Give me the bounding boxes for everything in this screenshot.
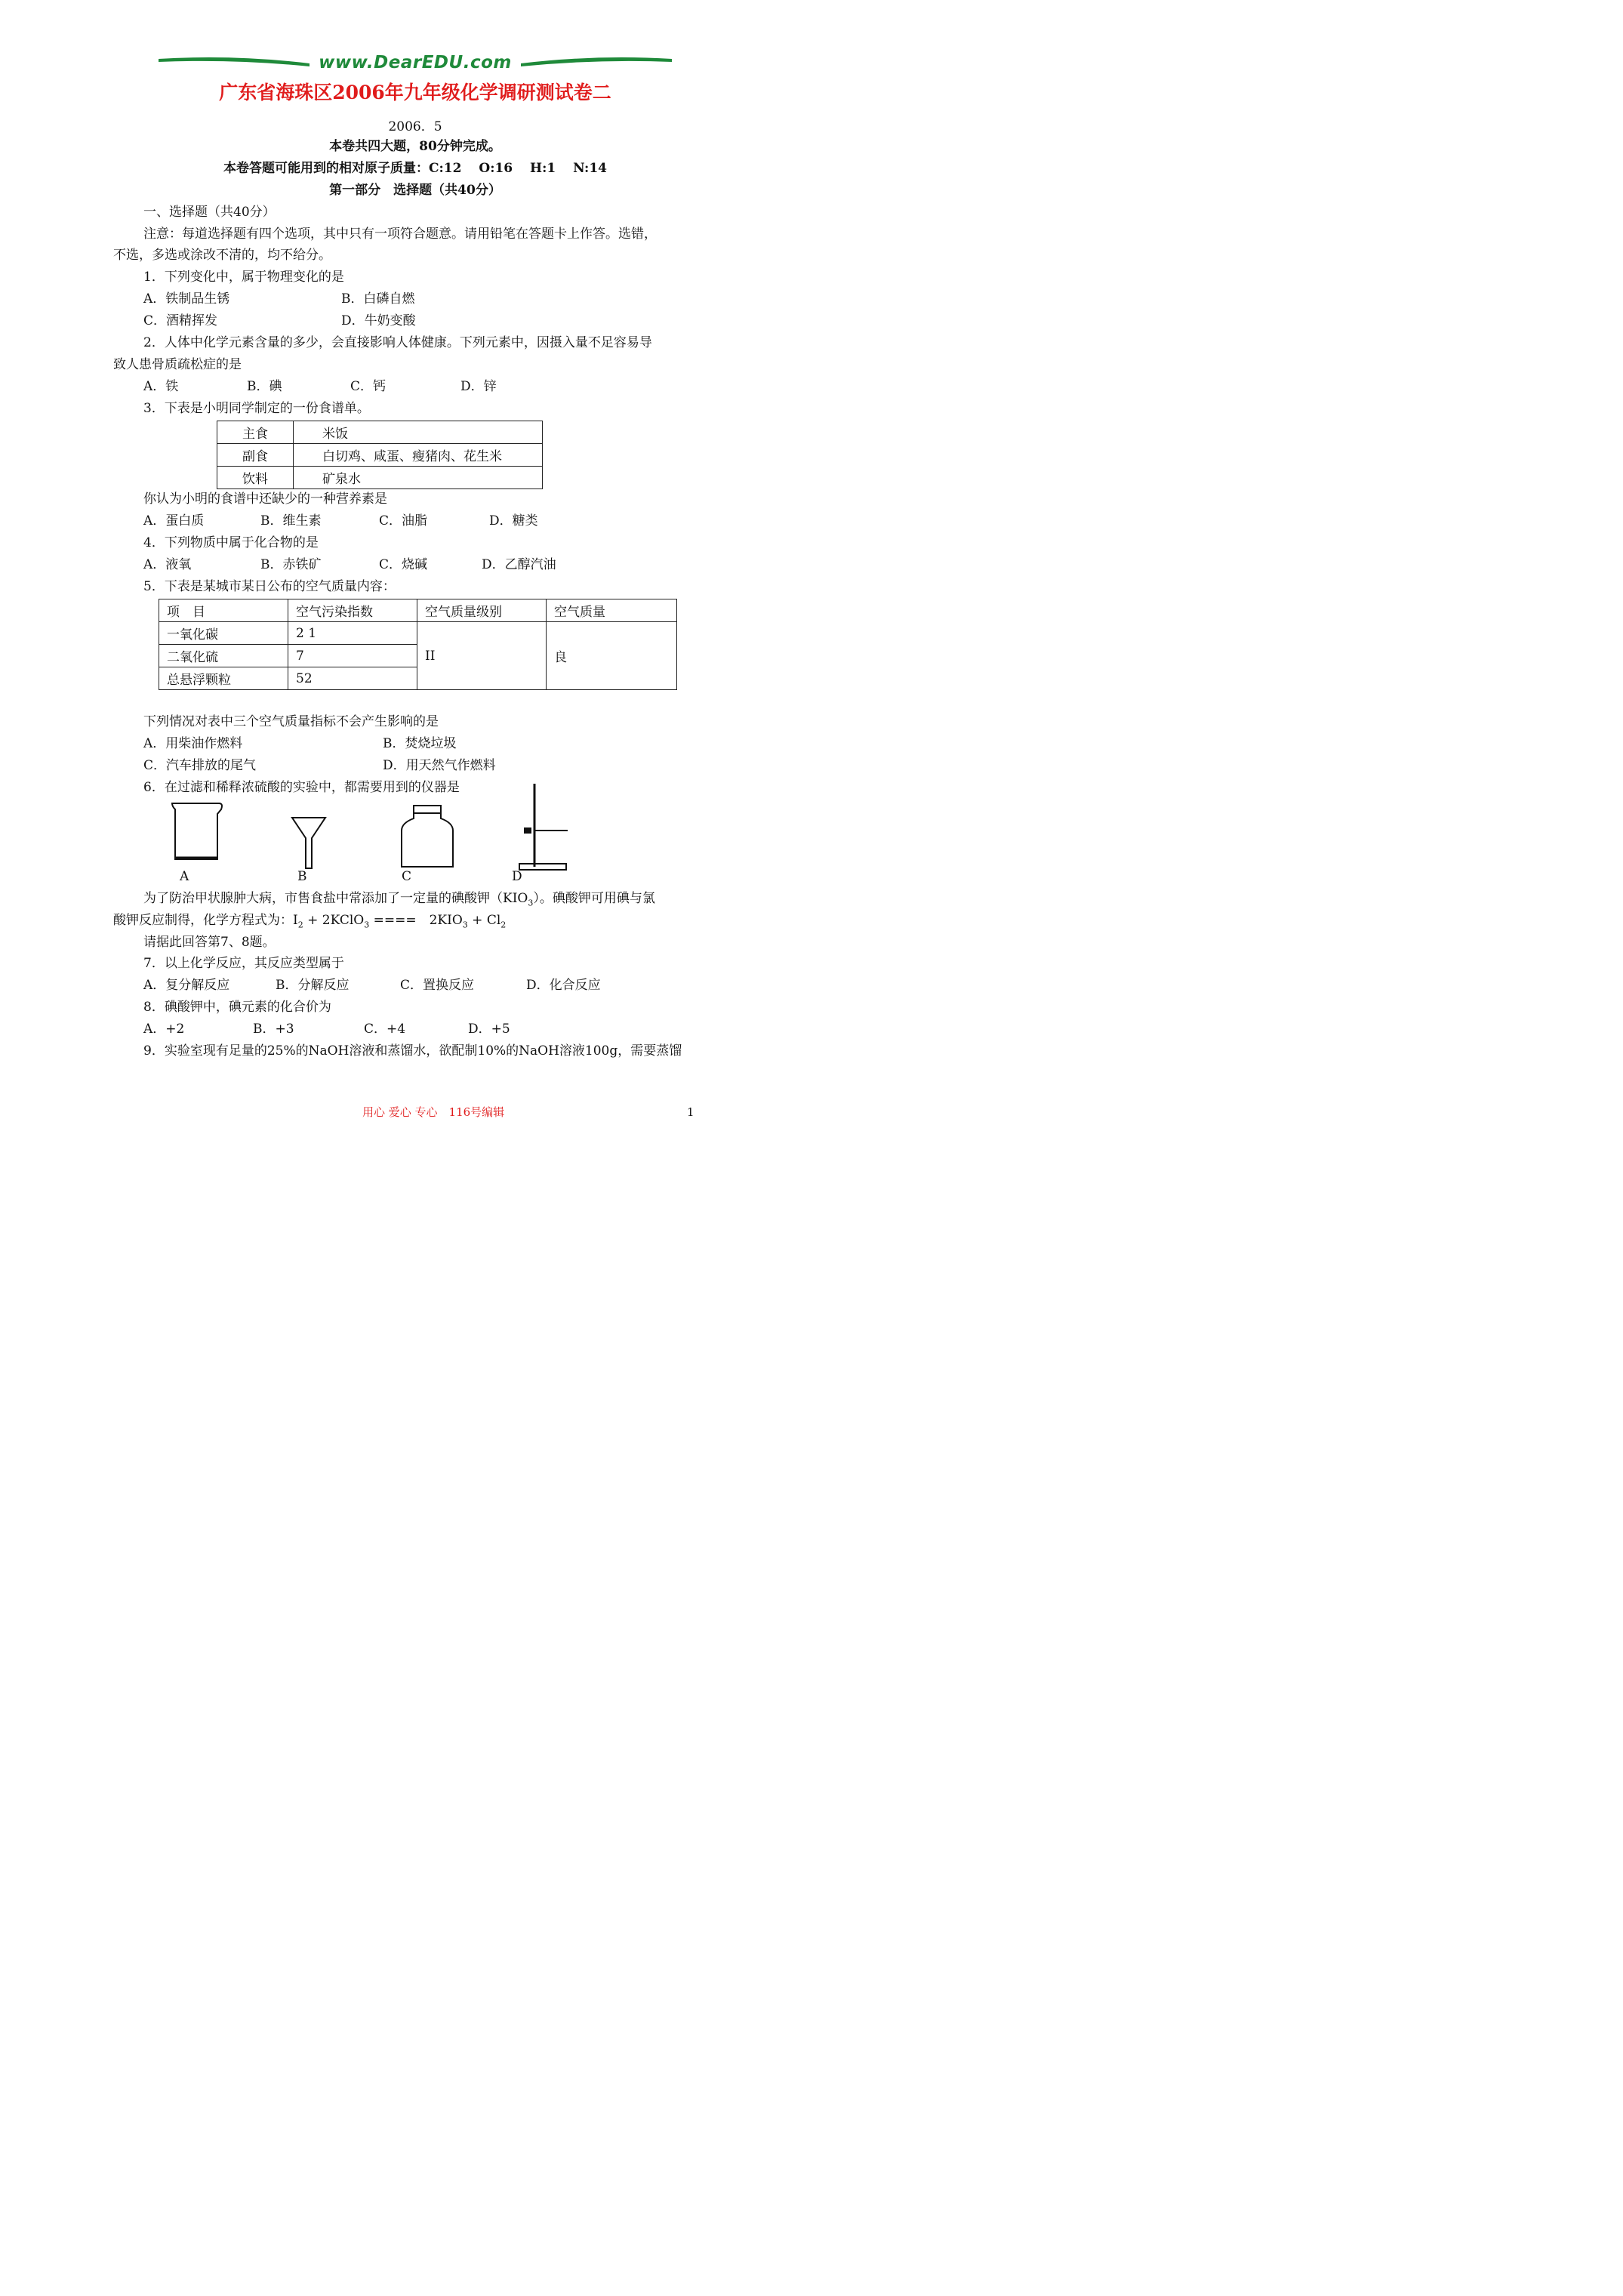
q2-stem-line-2: 致人患骨质疏松症的是 [113,357,242,372]
q1-stem: 1．下列变化中，属于物理变化的是 [143,270,344,285]
table-row [159,599,677,622]
funnel-icon [290,815,328,870]
q8-option-a: A．+2 [143,1022,185,1037]
iron-stand-icon [513,782,581,873]
subscript: 2 [297,920,303,930]
passage-line-1 [143,892,655,907]
q6-stem: 6．在过滤和稀释浓硫酸的实验中，都需要用到的仪器是 [143,780,460,795]
q1-option-c: C．酒精挥发 [143,313,218,328]
q2-stem-line-1: 2．人体中化学元素含量的多少，会直接影响人体健康。下列元素中，因摄入量不足容易导 [143,335,652,350]
page-title: 广东省海珠区2006年九年级化学调研测试卷二 [219,82,611,103]
exam-info: 本卷共四大题，80分钟完成。 [329,139,501,154]
q4-option-d: D．乙醇汽油 [482,557,556,572]
q5-option-c: C．汽车排放的尾气 [143,758,257,773]
table-header: 空气污染指数 [288,599,417,622]
table-cell: 矿泉水 [294,467,543,489]
q7-stem: 7．以上化学反应，其反应类型属于 [143,956,344,971]
q3-option-a: A．蛋白质 [143,513,205,529]
table-row [217,467,543,489]
passage-equation [113,914,506,929]
q8-option-b: B．+3 [253,1022,294,1037]
q7-option-d: D．化合反应 [526,978,601,993]
footer-motto: 用心 爱心 专心 116号编辑 [362,1105,505,1119]
air-quality-table [159,599,677,690]
q4-option-b: B．赤铁矿 [260,557,322,572]
table-cell: 2 1 [288,622,417,645]
page-number: 1 [687,1105,694,1119]
q5-option-b: B．焚烧垃圾 [383,736,457,751]
part-heading: 第一部分 选择题（共40分） [329,183,501,198]
exam-date: 2006．5 [388,119,442,134]
q8-option-d: D．+5 [468,1022,510,1037]
table-row [159,622,677,645]
q1-option-d: D．牛奶变酸 [341,313,416,328]
table-cell: 总悬浮颗粒 [159,667,288,690]
q6-label-d: D [512,869,522,884]
passage-text: 为了防治甲状腺肿大病，市售食盐中常添加了一定量的碘酸钾（KIO [143,891,528,906]
q1-option-b: B．白磷自燃 [341,291,415,307]
table-header: 空气质量 [547,599,677,622]
section-heading: 一、选择题（共40分） [143,205,276,220]
q2-option-b: B．碘 [247,379,282,394]
q2-option-a: A．铁 [143,379,179,394]
q1-option-a: A．铁制品生锈 [143,291,230,307]
q4-option-c: C．烧碱 [379,557,428,572]
table-cell: 主食 [217,421,294,444]
passage-text: ）。碘酸钾可用碘与氯 [533,891,655,906]
subscript: 3 [528,898,534,908]
table-cell: 米饭 [294,421,543,444]
q2-option-c: C．钙 [350,379,387,394]
passage-text: 酸钾反应制得，化学方程式为：I [113,913,298,928]
table-cell: 饮料 [217,467,294,489]
table-cell: 白切鸡、咸蛋、瘦猪肉、花生米 [294,444,543,467]
q6-label-b: B [297,869,307,884]
beaker-icon [166,799,226,863]
table-header: 项 目 [159,599,288,622]
q8-option-c: C．+4 [364,1022,406,1037]
site-logo[interactable]: www.DearEDU.com [319,53,512,72]
table-cell: II [417,622,547,690]
q3-question: 你认为小明的食谱中还缺少的一种营养素是 [143,492,387,507]
table-cell: 7 [288,645,417,667]
q3-option-d: D．糖类 [489,513,538,529]
q4-stem: 4．下列物质中属于化合物的是 [143,535,319,550]
passage-text: ==== 2KIO [369,913,463,928]
q2-option-d: D．锌 [460,379,497,394]
q7-option-a: A．复分解反应 [143,978,230,993]
subscript: 3 [462,920,468,930]
q4-option-a: A．液氧 [143,557,192,572]
q5-option-d: D．用天然气作燃料 [383,758,496,773]
q5-stem: 5．下表是某城市某日公布的空气质量内容： [143,579,396,594]
passage-text: + Cl [467,913,501,928]
passage-text: + 2KClO [303,913,365,928]
q5-option-a: A．用柴油作燃料 [143,736,243,751]
q7-option-b: B．分解反应 [276,978,350,993]
q6-label-a: A [180,869,189,884]
table-cell: 副食 [217,444,294,467]
q5-question: 下列情况对表中三个空气质量指标不会产生影响的是 [143,714,439,729]
table-row [217,444,543,467]
table-cell: 一氧化碳 [159,622,288,645]
passage-line-3: 请据此回答第7、8题。 [143,935,276,950]
q8-stem: 8．碘酸钾中，碘元素的化合价为 [143,1000,331,1015]
q3-option-b: B．维生素 [260,513,322,529]
reagent-bottle-icon [399,803,456,871]
subscript: 2 [500,920,507,930]
table-cell: 良 [547,622,677,690]
q3-option-c: C．油脂 [379,513,428,529]
table-row [217,421,543,444]
atomic-masses: 本卷答题可能用到的相对原子质量：C:12 O:16 H:1 N:14 [223,161,607,176]
q3-stem: 3．下表是小明同学制定的一份食谱单。 [143,401,370,416]
q6-label-c: C [402,869,412,884]
menu-table [217,421,543,489]
table-cell: 52 [288,667,417,690]
table-cell: 二氧化硫 [159,645,288,667]
subscript: 3 [364,920,370,930]
table-header: 空气质量级别 [417,599,547,622]
instructions-line-1: 注意：每道选择题有四个选项，其中只有一项符合题意。请用铅笔在答题卡上作答。选错， [143,227,657,242]
q9-stem: 9．实验室现有足量的25%的NaOH溶液和蒸馏水，欲配制10%的NaOH溶液100g，需要蒸馏 [143,1043,682,1059]
instructions-line-2: 不选，多选或涂改不清的，均不给分。 [113,248,331,263]
q7-option-c: C．置换反应 [400,978,475,993]
